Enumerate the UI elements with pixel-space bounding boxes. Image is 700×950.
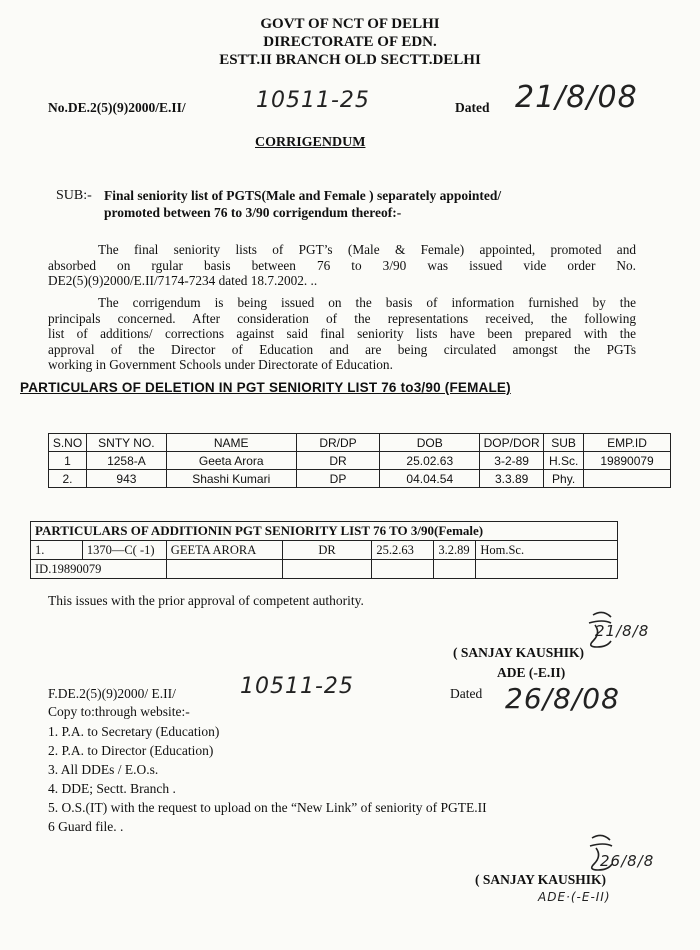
table-cell: Phy. <box>544 470 584 488</box>
copy-to-item: 1. P.A. to Secretary (Education) <box>48 724 220 739</box>
table-row <box>31 560 618 579</box>
copy-to-item: 6 Guard file. . <box>48 819 124 834</box>
subject-label: SUB:- <box>56 188 92 203</box>
body-paragraph-2 <box>48 295 636 373</box>
addition-heading: PARTICULARS OF ADDITIONIN PGT SENIORITY LIST 76 TO 3/90(Female) <box>31 522 618 541</box>
column-header: DR/DP <box>296 434 380 452</box>
handwritten-reference-number: 10511-25 <box>256 88 370 113</box>
body-paragraph-1 <box>48 242 636 289</box>
handwritten-copy-reference-number: 10511-25 <box>240 674 354 699</box>
signatory-1-name: ( SANJAY KAUSHIK) <box>453 645 585 660</box>
deletion-table <box>48 433 671 488</box>
paragraph-1-line: The final seniority lists of PGT’s (Male & Female) appointed, promoted and <box>98 242 636 257</box>
header-line-govt: GOVT OF NCT OF DELHI <box>260 16 440 32</box>
column-header: S.NO <box>49 434 87 452</box>
handwritten-date: 21/8/08 <box>515 80 638 115</box>
copy-reference-number: F.DE.2(5)(9)2000/ E.II/ <box>48 686 176 701</box>
table-cell: 3-2-89 <box>480 452 544 470</box>
table-cell: DR <box>296 452 380 470</box>
signatory-2-name: ( SANJAY KAUSHIK) <box>475 872 607 887</box>
table-cell: 1258-A <box>86 452 166 470</box>
subject-line-1: Final seniority list of PGTS(Male and Female ) separately appointed/ <box>104 188 502 203</box>
handwritten-copy-date: 26/8/08 <box>505 682 620 715</box>
table-cell: 1 <box>49 452 87 470</box>
signatory-1-designation: ADE (-E.II) <box>497 665 566 680</box>
paragraph-2-line: The corrigendum is being issued on the basis of information furnished by the <box>98 295 636 310</box>
copy-to-item: 4. DDE; Sectt. Branch . <box>48 781 176 796</box>
table-cell: 3.3.89 <box>480 470 544 488</box>
table-cell: 25.02.63 <box>380 452 480 470</box>
table-cell <box>476 560 618 579</box>
copy-to-item: 2. P.A. to Director (Education) <box>48 743 214 758</box>
table-cell: H.Sc. <box>544 452 584 470</box>
signature-1-initials-date: 21/8/8 <box>595 622 650 640</box>
paragraph-2-line: list of additions/ corrections against said final seniority lists have been prepared with the <box>48 326 636 341</box>
table-cell: 19890079 <box>584 452 671 470</box>
paragraph-2-line: approval of the Director of Education and are being circulated amongst the PGTs <box>48 341 636 357</box>
table-cell: 04.04.54 <box>380 470 480 488</box>
signature-2-initials-date: 26/8/8 <box>600 852 655 870</box>
paragraph-2-line: working in Government Schools under Directorate of Education. <box>48 357 393 372</box>
column-header: DOP/DOR <box>480 434 544 452</box>
document-title: CORRIGENDUM <box>255 135 366 150</box>
column-header: SNTY NO. <box>86 434 166 452</box>
table-cell: ID.19890079 <box>31 560 167 579</box>
copy-to-item: 5. O.S.(IT) with the request to upload on the “New Link” of seniority of PGTE.II <box>48 800 487 815</box>
table-cell <box>434 560 476 579</box>
copy-to-item: 3. All DDEs / E.O.s. <box>48 762 159 777</box>
copy-to-intro: Copy to:through website:- <box>48 704 190 719</box>
paragraph-1-line: absorbed on rgular basis between 76 to 3/90 was issued vide order No. <box>48 257 636 273</box>
header-line-branch: ESTT.II BRANCH OLD SECTT.DELHI <box>219 52 481 68</box>
column-header: NAME <box>166 434 296 452</box>
table-cell: GEETA ARORA <box>166 541 282 560</box>
table-row <box>49 470 671 488</box>
column-header: EMP.ID <box>584 434 671 452</box>
addition-heading-row <box>31 522 618 541</box>
table-cell <box>372 560 434 579</box>
dated-label: Dated <box>455 100 490 115</box>
table-cell <box>166 560 282 579</box>
table-row <box>49 452 671 470</box>
table-cell: Shashi Kumari <box>166 470 296 488</box>
table-cell: Geeta Arora <box>166 452 296 470</box>
paragraph-2-line: principals concerned. After consideration of the representations received, the following <box>48 310 636 326</box>
addition-table <box>30 521 618 579</box>
table-cell: 25.2.63 <box>372 541 434 560</box>
signatory-2-designation: ADE·(-E-II) <box>538 890 611 904</box>
table-cell: 943 <box>86 470 166 488</box>
table-cell: 1. <box>31 541 83 560</box>
table-header-row <box>49 434 671 452</box>
deletion-heading: PARTICULARS OF DELETION IN PGT SENIORITY LIST 76 to3/90 (FEMALE) <box>20 380 511 395</box>
paragraph-1-line: DE2(5)(9)2000/E.II/7174-7234 dated 18.7.2002. .. <box>48 273 318 288</box>
subject-line-2: promoted between 76 to 3/90 corrigendum thereof:- <box>104 205 402 220</box>
approval-note: This issues with the prior approval of competent authority. <box>48 593 364 608</box>
table-cell: 3.2.89 <box>434 541 476 560</box>
table-cell: 1370—C( -1) <box>82 541 166 560</box>
column-header: SUB <box>544 434 584 452</box>
copy-dated-label: Dated <box>450 686 483 701</box>
column-header: DOB <box>380 434 480 452</box>
table-cell: Hom.Sc. <box>476 541 618 560</box>
table-cell: DP <box>296 470 380 488</box>
table-cell <box>584 470 671 488</box>
reference-number: No.DE.2(5)(9)2000/E.II/ <box>48 100 186 115</box>
header-line-directorate: DIRECTORATE OF EDN. <box>263 34 437 50</box>
table-cell: 2. <box>49 470 87 488</box>
table-cell <box>282 560 372 579</box>
table-row <box>31 541 618 560</box>
table-cell: DR <box>282 541 372 560</box>
